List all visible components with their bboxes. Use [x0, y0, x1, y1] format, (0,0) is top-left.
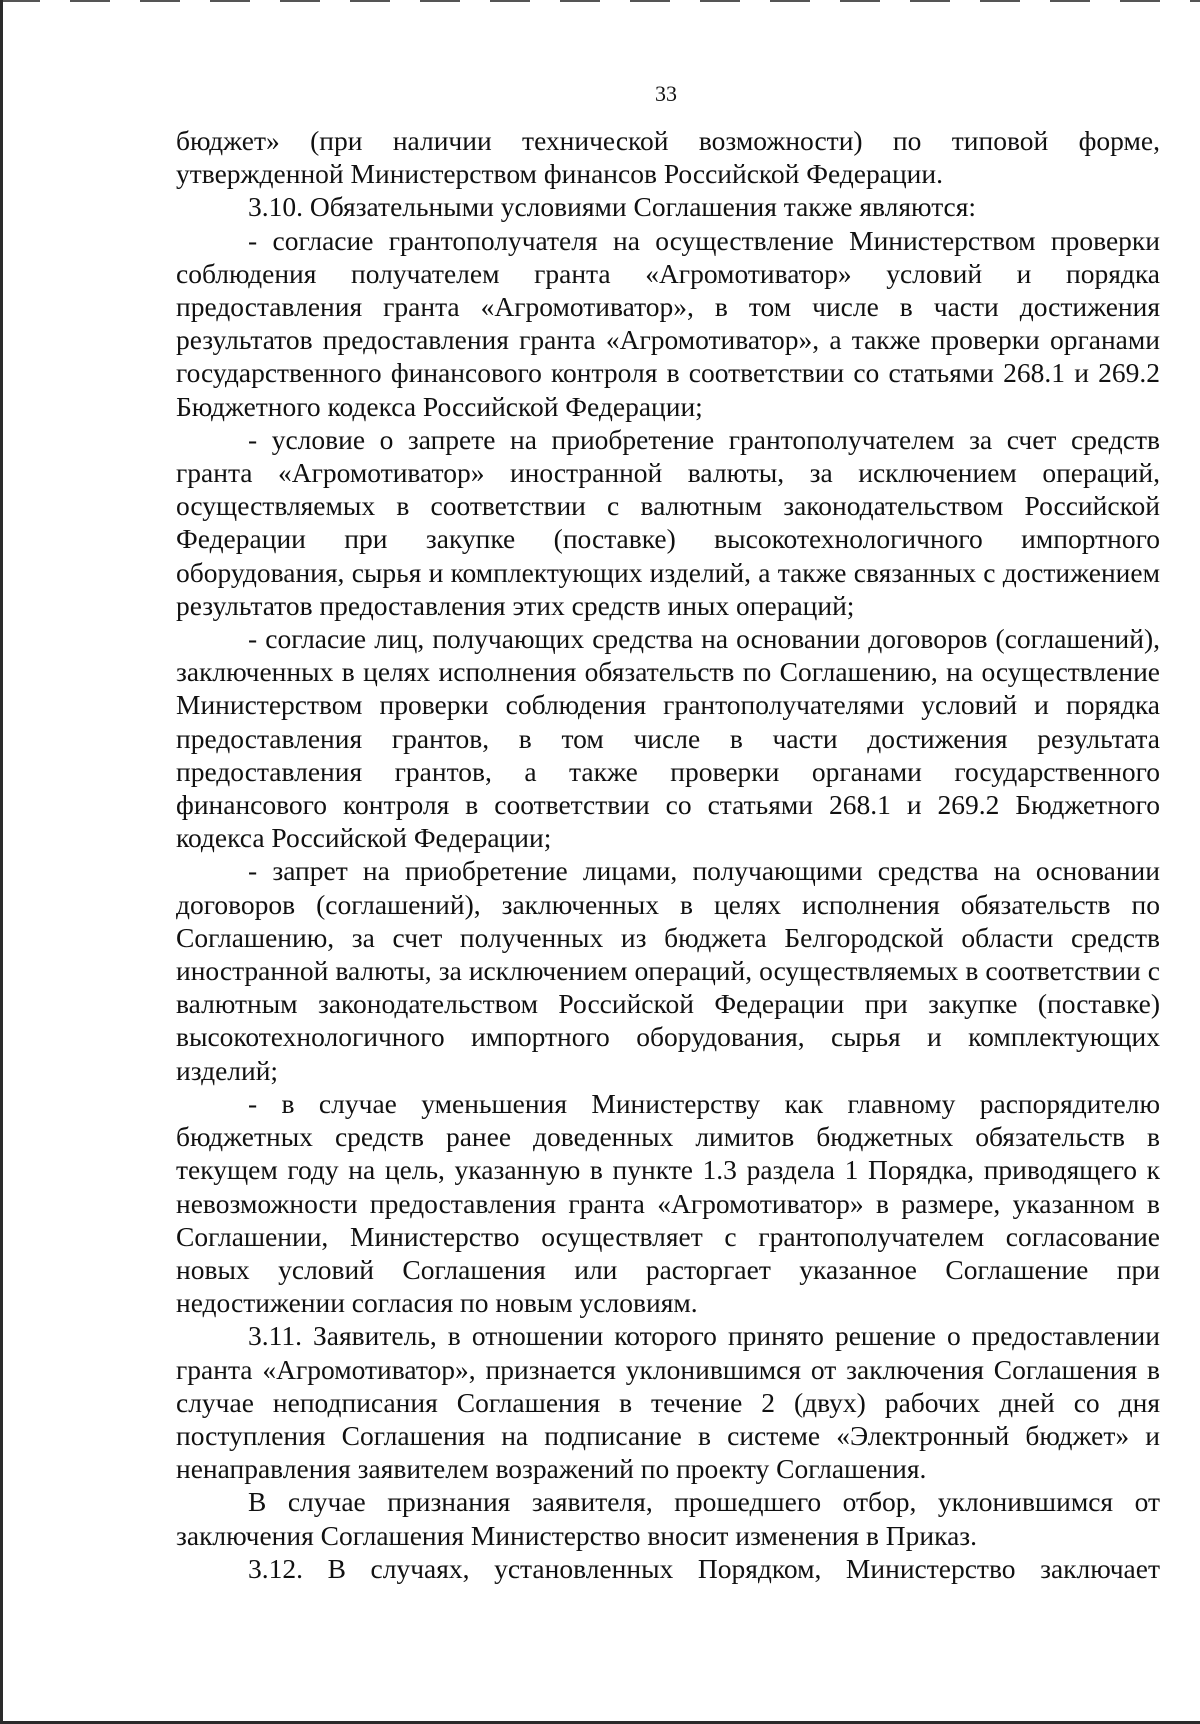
list-item-paragraph: - согласие грантополучателя на осуществление Министерством проверки соблюдения получателем гранта «Агромотиватор» условий и порядка предоставления гранта «Агромотиватор», в том числе в части достижения результатов предоставления гранта «Агромотиватор», а также проверки органами государственного финансового контроля в соответствии со статьями 268.1 и 269.2 Бюджетного кодекса Российской Федерации;: [176, 224, 1160, 422]
scan-edge-top: [0, 0, 1200, 2]
paragraph-section-3-10: 3.10. Обязательными условиями Соглашения также являются:: [248, 191, 977, 223]
list-item-paragraph: - запрет на приобретение лицами, получающими средства на основании договоров (соглашений), заключенных в целях исполнения обязательств по Соглашению, за счет полученных из бюджета Белгородской области средств иностранной валюты, за исключением операций, осуществляемых в соответствии с валютным законодательством Российской Федерации при закупке (поставке) высокотехнологичного импортного оборудования, сырья и комплектующих изделий;: [176, 855, 1160, 1086]
list-item-paragraph: - в случае уменьшения Министерству как главному распорядителю бюджетных средств ранее доведенных лимитов бюджетных обязательств в текущем году на цель, указанную в пункте 1.3 раздела 1 Порядка, приводящего к невозможности предоставления гранта «Агромотиватор» в размере, указанном в Соглашении, Министерство осуществляет с грантополучателем согласование новых условий Соглашения или расторгает указанное Соглашение при недостижении согласия по новым условиям.: [176, 1087, 1160, 1319]
list-item-paragraph: - согласие лиц, получающих средства на основании договоров (соглашений), заключенных в целях исполнения обязательств по Соглашению, на осуществление Министерством проверки соблюдения грантополучателями условий и порядка предоставления грантов, в том числе в части достижения результата предоставления грантов, а также проверки органами государственного финансового контроля в соответствии со статьями 268.1 и 269.2 Бюджетного кодекса Российской Федерации;: [176, 623, 1160, 854]
paragraph: бюджет» (при наличии технической возможности) по типовой форме, утвержденной Министерством финансов Российской Федерации.: [176, 125, 1160, 190]
document-body: [176, 124, 1160, 1585]
paragraph-section-3-11: 3.11. Заявитель, в отношении которого принято решение о предоставлении гранта «Агромотиватор», признается уклонившимся от заключения Соглашения в случае неподписания Соглашения в течение 2 (двух) рабочих дней со дня поступления Соглашения на подписание в системе «Электронный бюджет» и ненаправления заявителем возражений по проекту Соглашения.: [176, 1320, 1160, 1485]
page-number: 33: [655, 81, 677, 106]
list-item-paragraph: - условие о запрете на приобретение грантополучателем за счет средств гранта «Агромотиватор» иностранной валюты, за исключением операций, осуществляемых в соответствии с валютным законодательством Российской Федерации при закупке (поставке) высокотехнологичного импортного оборудования, сырья и комплектующих изделий, а также связанных с достижением результатов предоставления этих средств иных операций;: [176, 423, 1160, 621]
paragraph: В случае признания заявителя, прошедшего отбор, уклонившимся от заключения Соглашения Министерство вносит изменения в Приказ.: [176, 1486, 1160, 1551]
paragraph-section-3-12: 3.12. В случаях, установленных Порядком, Министерство заключает: [248, 1552, 1160, 1584]
scan-edge-left: [0, 0, 3, 1724]
